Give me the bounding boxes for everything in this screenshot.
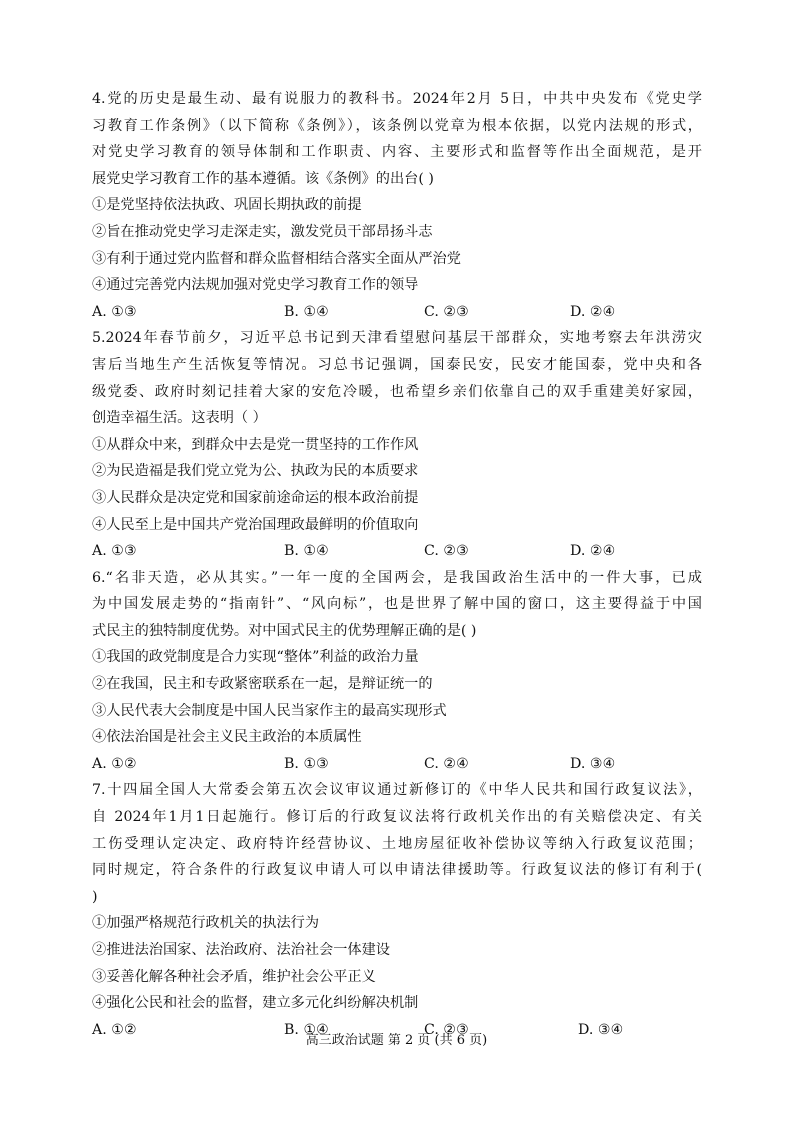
answer-choices	[92, 299, 702, 326]
statement-option: ②在我国，民主和专政紧密联系在一起，是辩证统一的	[92, 676, 433, 693]
question-stem-line: 展党史学习教育工作的基本遵循。该《条例》的出台( )	[92, 170, 434, 187]
statement-option: ②旨在推动党史学习走深走实，激发党员干部昂扬斗志	[92, 223, 433, 240]
statement-option: ①是党坚持依法执政、巩固长期执政的前提	[92, 197, 362, 214]
statement-option: ④依法治国是社会主义民主政治的本质属性	[92, 729, 362, 746]
statement-option: ④通过完善党内法规加强对党史学习教育工作的领导	[92, 277, 419, 294]
answer-choice-a[interactable]: A. ①②	[92, 1021, 137, 1038]
statement-option: ②推进法治国家、法治政府、法治社会一体建设	[92, 942, 390, 958]
statement-option: ③人民代表大会制度是中国人民当家作主的最高实现形式	[92, 702, 447, 719]
question-stem-line: 创造幸福生活。这表明（ ）	[92, 410, 267, 427]
answer-choice-b[interactable]: B. ①④	[284, 543, 329, 560]
question-stem-line: 对党史学习教育的领导体制和工作职责、内容、主要形式和监督等作出全面规范，是开	[92, 144, 702, 161]
statement-option: ③有利于通过党内监督和群众监督相结合落实全面从严治党	[92, 250, 461, 267]
question-stem-line: 同时规定，符合条件的行政复议申请人可以申请法律援助等。行政复议法的修订有利于(	[92, 862, 702, 879]
answer-choice-b[interactable]: B. ①④	[284, 1021, 329, 1038]
answer-choice-b[interactable]: B. ①③	[284, 755, 329, 772]
statement-option: ③人民群众是决定党和国家前途命运的根本政治前提	[92, 489, 419, 506]
statement-option: ③妥善化解各种社会矛盾，维护社会公平正义	[92, 968, 376, 985]
statement-option: ②为民造福是我们党立党为公、执政为民的本质要求	[92, 463, 419, 480]
question-stem-line: 6.“名非天造，必从其实。”一年一度的全国两会，是我国政治生活中的一件大事，已成	[92, 569, 702, 586]
answer-choice-b[interactable]: B. ①④	[284, 303, 329, 320]
question-7	[92, 777, 702, 1043]
statement-option: ①加强严格规范行政机关的执法行为	[92, 915, 320, 932]
page-footer: 高三政治试题 第 2 页 (共 6 页)	[305, 1033, 488, 1048]
questions-container	[92, 86, 702, 1043]
answer-choice-c[interactable]: C. ②③	[424, 1021, 469, 1038]
answer-choice-c[interactable]: C. ②③	[424, 303, 469, 320]
answer-choice-d[interactable]: D. ③④	[570, 755, 616, 772]
statement-option: ①从群众中来，到群众中去是党一贯坚持的工作作风	[92, 436, 419, 453]
answer-choice-a[interactable]: A. ①②	[92, 755, 137, 772]
statement-option: ④强化公民和社会的监督，建立多元化纠纷解决机制	[92, 995, 419, 1012]
answer-choice-d[interactable]: D. ②④	[570, 543, 616, 560]
answer-choices	[92, 751, 702, 778]
question-stem-line: 害后当地生产生活恢复等情况。习总书记强调，国泰民安，民安才能国泰，党中央和各	[92, 356, 702, 373]
question-stem-line: 4.党的历史是最生动、最有说服力的教科书。2024年2月 5日，中共中央发布《党史学	[92, 91, 702, 107]
question-stem-line: 自 2024年1月1日起施行。修订后的行政复议法将行政机关作出的有关赔偿决定、有关	[92, 809, 702, 826]
answer-choice-c[interactable]: C. ②④	[424, 755, 469, 772]
question-6	[92, 565, 702, 778]
statement-option: ①我国的政党制度是合力实现“整体”利益的政治力量	[92, 649, 419, 666]
question-stem-line: 式民主的独特制度优势。对中国式民主的优势理解正确的是( )	[92, 622, 477, 639]
question-stem-line: 为中国发展走势的“指南针”、“风向标”，也是世界了解中国的窗口，这主要得益于中国	[92, 596, 702, 613]
answer-choice-d[interactable]: D. ③④	[578, 1021, 624, 1038]
question-stem-line: 7.十四届全国人大常委会第五次会议审议通过新修订的《中华人民共和国行政复议法》，	[92, 782, 702, 799]
answer-choices	[92, 538, 702, 565]
answer-choice-a[interactable]: A. ①③	[92, 303, 137, 320]
question-stem-line: )	[92, 888, 98, 905]
question-stem-line: 5.2024年春节前夕，习近平总书记到天津看望慰问基层干部群众，实地考察去年洪涝灾	[92, 330, 702, 347]
answer-choice-a[interactable]: A. ①③	[92, 543, 137, 560]
statement-option: ④人民至上是中国共产党治国理政最鲜明的价值取向	[92, 516, 419, 533]
question-5	[92, 325, 702, 564]
answer-choice-c[interactable]: C. ②③	[424, 543, 469, 560]
question-stem-line: 习教育工作条例》（以下简称《条例》），该条例以党章为根本依据，以党内法规的形式，	[92, 117, 702, 134]
question-stem-line: 级党委、政府时刻记挂着大家的安危冷暖，也希望乡亲们依靠自己的双手重建美好家园，	[92, 383, 702, 400]
answer-choice-d[interactable]: D. ②④	[570, 303, 616, 320]
question-stem-line: 工伤受理认定决定、政府特许经营协议、土地房屋征收补偿协议等纳入行政复议范围；	[92, 835, 702, 852]
question-4	[92, 86, 702, 325]
